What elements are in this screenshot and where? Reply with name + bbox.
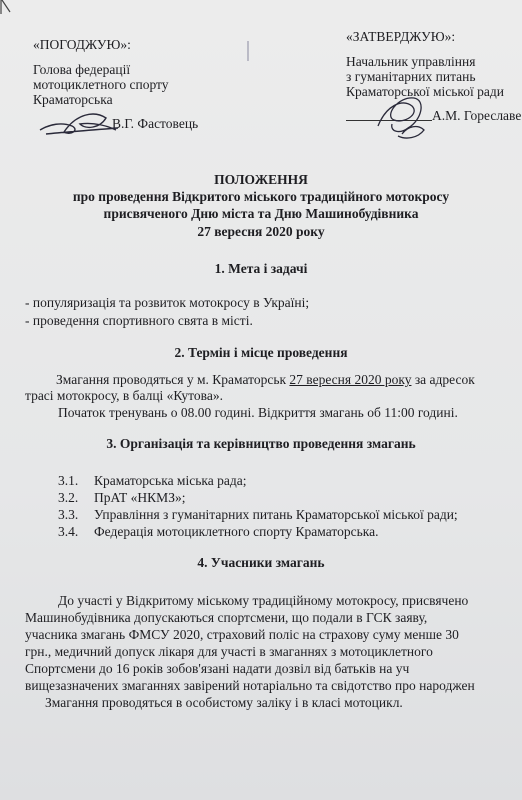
paragraph-line: Змагання проводяться в особистому заліку і в класі мотоцикл. (45, 695, 403, 710)
section-2-line: трасі мотокросу, в балці «Кутова». (25, 388, 223, 403)
text-run: за адресок (411, 372, 475, 387)
paragraph-line: Спортсмени до 16 років зобов'язані надати дозвіл від батьків на уч (25, 661, 410, 676)
paragraph-line: Машинобудівника допускаються спортсмени, що подали в ГСК заяву, (25, 610, 428, 625)
list-item-text: ПрАТ «НКМЗ»; (94, 490, 186, 505)
right-approval-line: Начальник управління (346, 54, 476, 69)
document-title: ПОЛОЖЕННЯ (214, 172, 308, 187)
section-2-paragraph (56, 372, 475, 387)
left-signature (36, 100, 120, 142)
text-run: Змагання проводяться у м. Краматорськ (56, 372, 290, 387)
document-subtitle: присвяченого Дню міста та Дню Машинобудівника (103, 206, 419, 221)
paragraph-line: До участі у Відкритому міському традиційному мотокросу, присвячено (58, 593, 469, 608)
list-item-text: Краматорська міська рада; (94, 473, 247, 488)
section-2-title: 2. Термін і місце проведення (174, 345, 348, 360)
list-item-number: 3.1. (58, 473, 79, 488)
right-approval-line: з гуманітарних питань (346, 69, 476, 84)
left-approval-line: мотоциклетного спорту (33, 77, 169, 92)
left-signer-name: В.Г. Фастовець (112, 116, 199, 131)
list-item: - проведення спортивного свята в місті. (25, 313, 253, 328)
section-2-schedule: Початок тренувань о 08.00 годині. Відкриття змагань об 11:00 годині. (58, 405, 458, 420)
document-date: 27 вересня 2020 року (197, 224, 325, 239)
list-item: - популяризація та розвиток мотокросу в Україні; (25, 295, 310, 310)
event-date-underlined: 27 вересня 2020 року (289, 372, 412, 387)
document-subtitle: про проведення Відкритого міського традиційного мотокросу (72, 189, 450, 204)
left-approval-line: Краматорська (33, 92, 113, 107)
list-item-number: 3.3. (58, 507, 79, 522)
right-signature (368, 86, 434, 144)
section-1-title: 1. Мета і задачі (214, 261, 308, 276)
list-item-text: Федерація мотоциклетного спорту Краматорська. (94, 524, 379, 539)
stamp-mark (243, 40, 253, 62)
right-approval-line: Краматорської міської ради (346, 84, 504, 99)
section-1-heading (0, 261, 522, 276)
paragraph-line: учасника змагань ФМСУ 2020, страховий поліс на страхову суму менше 30 (25, 627, 459, 642)
section-4-title: 4. Учасники змагань (197, 555, 325, 570)
section-3-title: 3. Організація та керівництво проведення змагань (106, 436, 416, 451)
list-item-number: 3.4. (58, 524, 79, 539)
left-approval-line: Голова федерації (33, 62, 131, 77)
corner-mark (0, 0, 20, 14)
paragraph-line: вищезазначених змаганнях завірений нотаріально та свідотство про народжен (25, 678, 475, 693)
list-item-text: Управління з гуманітарних питань Краматорської міської ради; (94, 507, 458, 522)
right-signer-name: А.М. Гореславе (432, 108, 522, 123)
right-approval-title: «ЗАТВЕРДЖУЮ»: (346, 29, 456, 44)
left-approval-title: «ПОГОДЖУЮ»: (33, 37, 131, 52)
paragraph-line: грн., медичний допуск лікаря для участі в змаганнях з мотоциклетного (25, 644, 433, 659)
list-item-number: 3.2. (58, 490, 79, 505)
